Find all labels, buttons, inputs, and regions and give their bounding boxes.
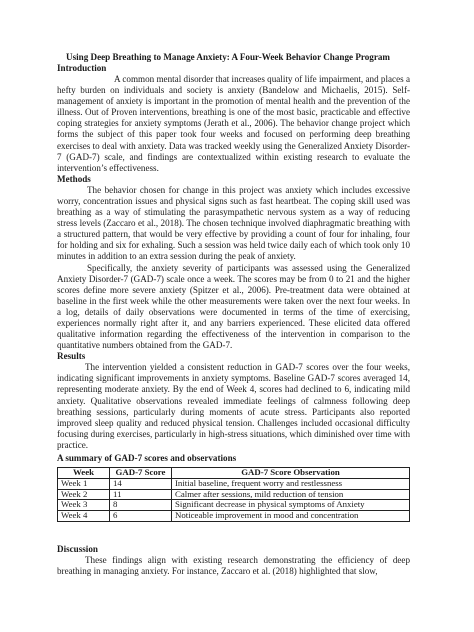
table-cell-week: Week 3 (58, 500, 110, 511)
table-row (58, 478, 410, 489)
table-cell-score: 11 (110, 489, 172, 500)
results-paragraph: The intervention yielded a consistent reduction in GAD-7 scores over the four weeks, indicating significant improvements in anxiety symptoms. Baseline GAD-7 scores averaged 14, representing moderate anxiety. By the end of Week 4, scores had declined to 6, indicating mild anxiety. Qualitative observations revealed immediate feelings of calmness following deep breathing sessions, particularly during moments of acute stress. Participants also reported improved sleep quality and reduced physical tension. Challenges included occasional difficulty focusing during exercises, particularly in high-stress situations, which diminished over time with practice. (57, 362, 410, 450)
table-title: A summary of GAD-7 scores and observations (57, 453, 237, 463)
methods-paragraph-1: The behavior chosen for change in this project was anxiety which includes excessive worry, concentration issues and physical signs such as fast heartbeat. The coping skill used was breathing as a way of stimulating the parasympathetic nervous system as a way of reducing stress levels (Zaccaro et al., 2018). The chosen technique involved diaphragmatic breathing with a structured pattern, that would be very effective by providing a count of four for inhaling, four for holding and six for exhaling. Such a session was held twice daily each of which took only 10 minutes in addition to an extra session during the peak of anxiety. (57, 184, 410, 262)
table-header-row (58, 468, 410, 479)
methods-heading: Methods (57, 173, 91, 184)
discussion-paragraph: These findings align with existing research demonstrating the efficiency of deep breathing in managing anxiety. For instance, Zaccaro et al. (2018) highlighted that slow, (57, 554, 410, 577)
table-cell-score: 6 (110, 511, 172, 522)
introduction-heading: Introduction (57, 63, 107, 73)
document-title: Using Deep Breathing to Manage Anxiety: A Four-Week Behavior Change Program (66, 52, 390, 62)
table-cell-score: 8 (110, 500, 172, 511)
table-row (58, 500, 410, 511)
table-cell-week: Week 1 (58, 478, 110, 489)
table-cell-observation: Initial baseline, frequent worry and restlessness (172, 478, 410, 489)
discussion-heading: Discussion (57, 543, 98, 554)
header-week: Week (58, 468, 110, 479)
table-row (58, 511, 410, 522)
table-cell-week: Week 4 (58, 511, 110, 522)
header-score: GAD-7 Score (110, 468, 172, 479)
header-observation: GAD-7 Score Observation (172, 468, 410, 479)
table-cell-observation: Noticeable improvement in mood and concentration (172, 511, 410, 522)
table-cell-observation: Calmer after sessions, mild reduction of tension (172, 489, 410, 500)
table-row (58, 489, 410, 500)
methods-paragraph-2: Specifically, the anxiety severity of participants was assessed using the Generalized Anxiety Disorder-7 (GAD-7) scale once a week. The scores may be from 0 to 21 and the higher scores define more severe anxiety (Spitzer et al., 2006). Pre-treatment data were obtained at baseline in the first week while the other measurements were taken over the next four weeks. In a log, details of daily observations were documented in terms of the time of exercising, experiences normally right after it, and any barriers experienced. These elicited data offered qualitative information regarding the effectiveness of the intervention in comparison to the quantitative numbers obtained from the GAD-7. (57, 262, 410, 351)
table-cell-week: Week 2 (58, 489, 110, 500)
table-cell-score: 14 (110, 478, 172, 489)
introduction-paragraph: A common mental disorder that increases quality of life impairment, and places a hefty burden on individuals and society is anxiety (Bandelow and Michaelis, 2015). Self-management of anxiety is important in the promotion of mental health and the prevention of the illness. Out of Proven interventions, breathing is one of the most basic, practicable and effective coping strategies for anxiety symptoms (Jerath et al., 2006). The behavior change project which forms the subject of this paper took four weeks and focused on performing deep breathing exercises to deal with anxiety. Data was tracked weekly using the Generalized Anxiety Disorder-7 (GAD-7) scale, and findings are contextualized within existing research to evaluate the intervention’s effectiveness. (57, 74, 410, 173)
table-cell-observation: Significant decrease in physical symptoms of Anxiety (172, 500, 410, 511)
results-heading: Results (57, 351, 86, 362)
gad7-table (57, 467, 410, 522)
